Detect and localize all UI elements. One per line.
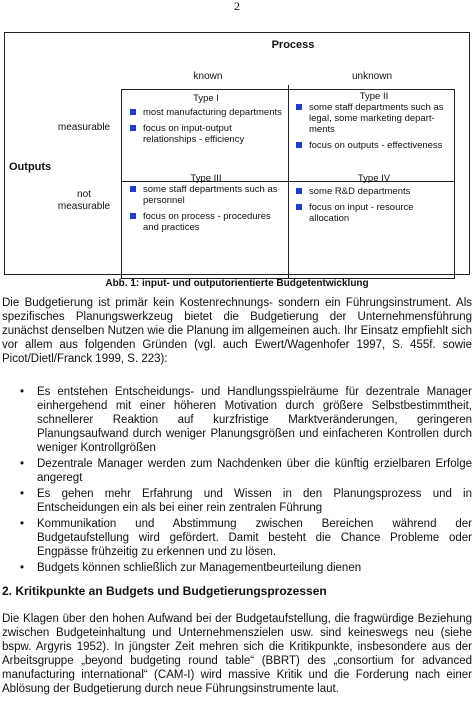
- cell-item: some staff departments such as personnel: [127, 184, 285, 206]
- cell-type-4: [293, 173, 455, 229]
- known-label: known: [193, 71, 223, 82]
- square-bullet-icon: [130, 186, 136, 192]
- paragraph-intro: Die Budgetierung ist primär kein Kostenrechnungs- sondern ein Führungsinstrument. Als spezifisches Planungswerkzeug bietet die Budgetierung der Unternehmensführung zunächst denselben Nutzen wie die Planung im allgemeinen auch. Ihr Einsatz empfiehlt sich vor allem aus folgenden Gründen (vgl. auch Ewert/Wagenhofer 1997, S. 455f. sowie Picot/Dietl/Franck 1999, S. 223):: [2, 297, 472, 365]
- cell-item: some R&D departments: [293, 186, 455, 197]
- cell-title: Type II: [359, 91, 389, 102]
- cell-item: focus on input-output relationships - efficiency: [127, 123, 285, 145]
- paragraph-critique: Die Klagen über den hohen Aufwand bei der Budgetaufstellung, die fragwürdige Beziehung zwischen Budgeteinhaltung und Unternehmenszielen usw. sind keineswegs neu (siehe bspw. Argyris 1952). In jüngster Zeit mehren sich die Kritikpunkte, insbesondere aus der Arbeitsgruppe „beyond budgeting round table“ (BBRT) des „consortium for advanced manufacturing international“ (CAM-I) wird massive Kritik und die Forderung nach einer Ablösung der Budgetierung durch neue Führungsinstrumente laut.: [2, 613, 472, 695]
- matrix-vertical-divider: [288, 85, 289, 279]
- figure-frame: [4, 32, 470, 275]
- bullet-dot-icon: •: [20, 386, 25, 398]
- square-bullet-icon: [130, 109, 136, 115]
- cell-type-1: [127, 93, 285, 150]
- cell-item: focus on input - resource allocation: [293, 202, 455, 224]
- reasons-list: [18, 385, 472, 577]
- figure-caption: Abb. 1: input- und outputorientierte Budgetentwicklung: [105, 278, 369, 289]
- unknown-label: unknown: [351, 71, 393, 82]
- square-bullet-icon: [296, 104, 302, 110]
- bullet-dot-icon: •: [20, 488, 25, 500]
- cell-title: Type III: [190, 173, 222, 184]
- cell-item: some staff departments such as legal, some marketing depart-ments: [293, 102, 455, 135]
- list-item: • Budgets können schließlich zur Managementbeurteilung dienen: [20, 562, 362, 574]
- list-item: • Es entstehen Entscheidungs- und Handlungsspielräume für dezentrale Manager einhergehend mit einer höheren Motivation durch größere Selbstbestimmtheit, schnellerer Reaktion auf kurzfristige Marktveränderungen, geringeren Planungsaufwand durch weniger Planungsgrößen und einfacheren Kontrollen durch weniger Kontrollgrößen: [20, 386, 472, 454]
- bullet-dot-icon: •: [20, 458, 25, 470]
- list-item: • Dezentrale Manager werden zum Nachdenken über die künftig erzielbaren Erfolge angeregt: [20, 458, 472, 484]
- square-bullet-icon: [296, 204, 302, 210]
- outputs-label: Outputs: [9, 161, 52, 173]
- cell-type-2: [293, 91, 455, 156]
- square-bullet-icon: [296, 188, 302, 194]
- cell-type-3: [127, 173, 285, 238]
- list-item: • Es gehen mehr Erfahrung und Wissen in den Planungsprozess und in Entscheidungen ein als bei einer rein zentralen Führung: [20, 488, 472, 514]
- list-item: • Kommunikation und Abstimmung zwischen Bereichen während der Budgetaufstellung wird gefördert. Damit besteht die Chance Probleme oder Engpässe frühzeitig zu erkennen und zu lösen.: [20, 518, 472, 558]
- square-bullet-icon: [130, 125, 136, 131]
- cell-title: Type I: [193, 93, 219, 104]
- cell-item: most manufacturing departments: [127, 107, 285, 118]
- not-measurable-label: not measurable: [57, 189, 111, 212]
- square-bullet-icon: [130, 213, 136, 219]
- page-number: 2: [234, 0, 240, 13]
- cell-title: Type IV: [357, 173, 391, 184]
- cell-item: focus on outputs - effectiveness: [293, 140, 455, 151]
- measurable-label: measurable: [57, 122, 111, 133]
- section-heading: 2. Kritikpunkte an Budgets und Budgetierungsprozessen: [2, 584, 327, 598]
- bullet-dot-icon: •: [20, 518, 25, 530]
- square-bullet-icon: [296, 142, 302, 148]
- bullet-dot-icon: •: [20, 562, 25, 574]
- cell-item: focus on process - procedures and practices: [127, 211, 285, 233]
- process-label: Process: [271, 39, 315, 51]
